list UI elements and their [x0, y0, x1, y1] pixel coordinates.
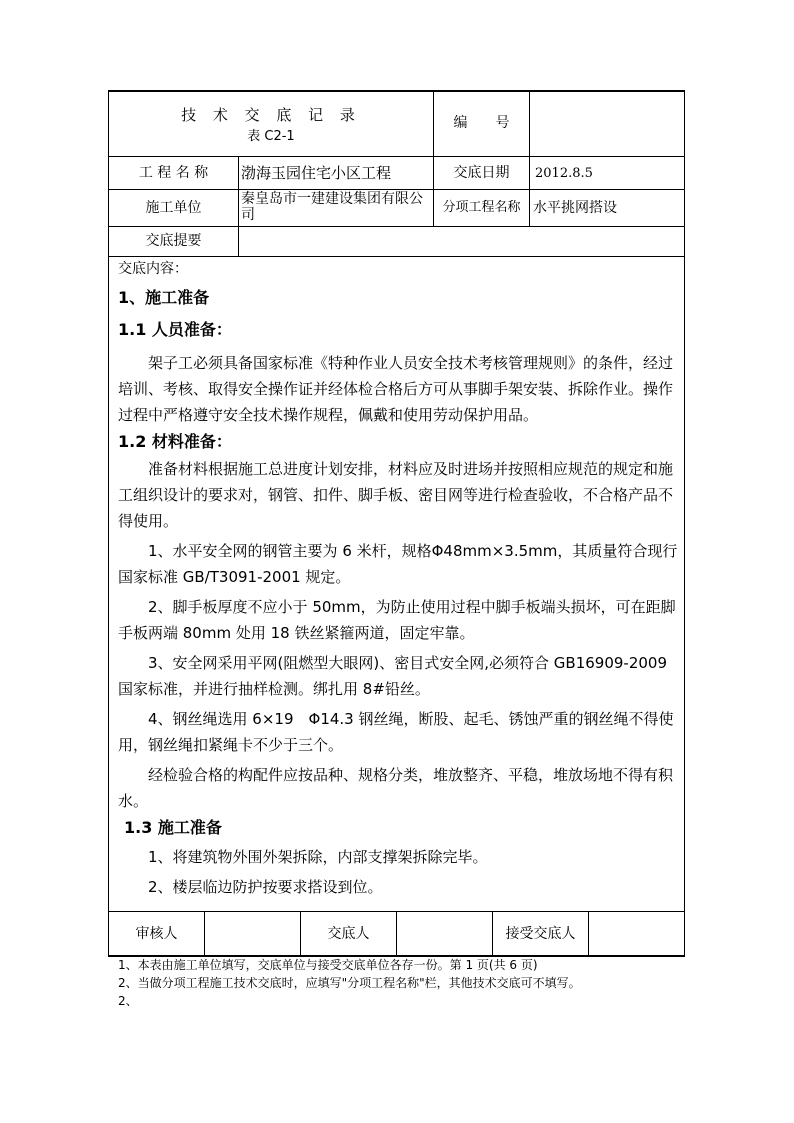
disclosure-content [118, 258, 678, 900]
number-label: 编 号 [453, 115, 510, 131]
material-item-1: 1、水平安全网的钢管主要为 6 米杆，规格Φ48mm×3.5mm，其质量符合现行国家标准 GB/T3091-2001 规定。 [118, 542, 678, 586]
sub-project-value[interactable]: 水平挑网搭设 [533, 200, 617, 216]
material-item-3: 3、安全网采用平网(阻燃型大眼网)、密目式安全网,必须符合 GB16909-2009 国家标准，并进行抽样检测。绑扎用 8#铅丝。 [118, 654, 668, 698]
construction-unit-value[interactable] [241, 191, 431, 223]
note-2: 2、当做分项工程施工技术交底时，应填写"分项工程名称"栏，其他技术交底可不填写。 [118, 976, 581, 990]
unit-line-1: 秦皇岛市一建建设集团有限公 [241, 191, 423, 207]
disclosure-date-value[interactable]: 2012.8.5 [535, 166, 593, 181]
section-1-heading: 1、施工准备 [118, 288, 210, 307]
construction-item-1: 1、将建筑物外围外架拆除，内部支撑架拆除完毕。 [148, 848, 488, 866]
note-3: 2、 [118, 994, 138, 1008]
section-1-2-text: 准备材料根据施工总进度计划安排，材料应及时进场并按照相应规范的规定和施工组织设计的要求对，钢管、扣件、脚手板、密目网等进行检查验收，不合格产品不得使用。 [118, 460, 674, 530]
construction-unit-label: 施工单位 [145, 200, 202, 216]
construction-item-2: 2、楼层临边防护按要求搭设到位。 [148, 878, 383, 896]
summary-label: 交底提要 [145, 233, 202, 249]
footer-notes [118, 956, 581, 1010]
disclosure-date-label: 交底日期 [453, 165, 510, 181]
project-name-value[interactable]: 渤海玉园住宅小区工程 [241, 164, 392, 182]
section-1-2-heading: 1.2 材料准备： [118, 432, 232, 451]
receiver-label: 接受交底人 [505, 926, 576, 942]
material-item-2: 2、脚手板厚度不应小于 50mm，为防止使用过程中脚手板端头损坏，可在距脚手板两端 80mm 处用 18 铁丝紧箍两道，固定牢靠。 [118, 598, 676, 642]
note-1: 1、本表由施工单位填写，交底单位与接受交底单位各存一份。第 1 页(共 6 页) [118, 958, 538, 972]
record-title: 技 术 交 底 记 录 [181, 106, 361, 124]
reviewer-label: 审核人 [135, 926, 178, 942]
content-intro: 交底内容： [118, 261, 188, 277]
section-1-3-heading: 1.3 施工准备 [124, 818, 222, 837]
discloser-label: 交底人 [327, 926, 370, 942]
section-1-1-text: 架子工必须具备国家标准《特种作业人员安全技术考核管理规则》的条件，经过培训、考核、取得安全操作证并经体检合格后方可从事脚手架安装、拆除作业。操作过程中严格遵守安全技术操作规程，佩戴和使用劳动保护用品。 [118, 354, 674, 424]
form-number: 表 C2-1 [247, 129, 295, 144]
project-name-label: 工 程 名 称 [138, 165, 209, 181]
section-1-1-heading: 1.1 人员准备： [118, 320, 232, 339]
material-item-4: 4、钢丝绳选用 6×19 Φ14.3 钢丝绳，断股、起毛、锈蚀严重的钢丝绳不得使用，钢丝绳扣紧绳卡不少于三个。 [118, 710, 674, 754]
unit-line-2: 司 [241, 207, 255, 223]
material-storage-text: 经检验合格的构配件应按品种、规格分类，堆放整齐、平稳，堆放场地不得有积水。 [118, 766, 674, 810]
sub-project-label: 分项工程名称 [442, 200, 521, 215]
